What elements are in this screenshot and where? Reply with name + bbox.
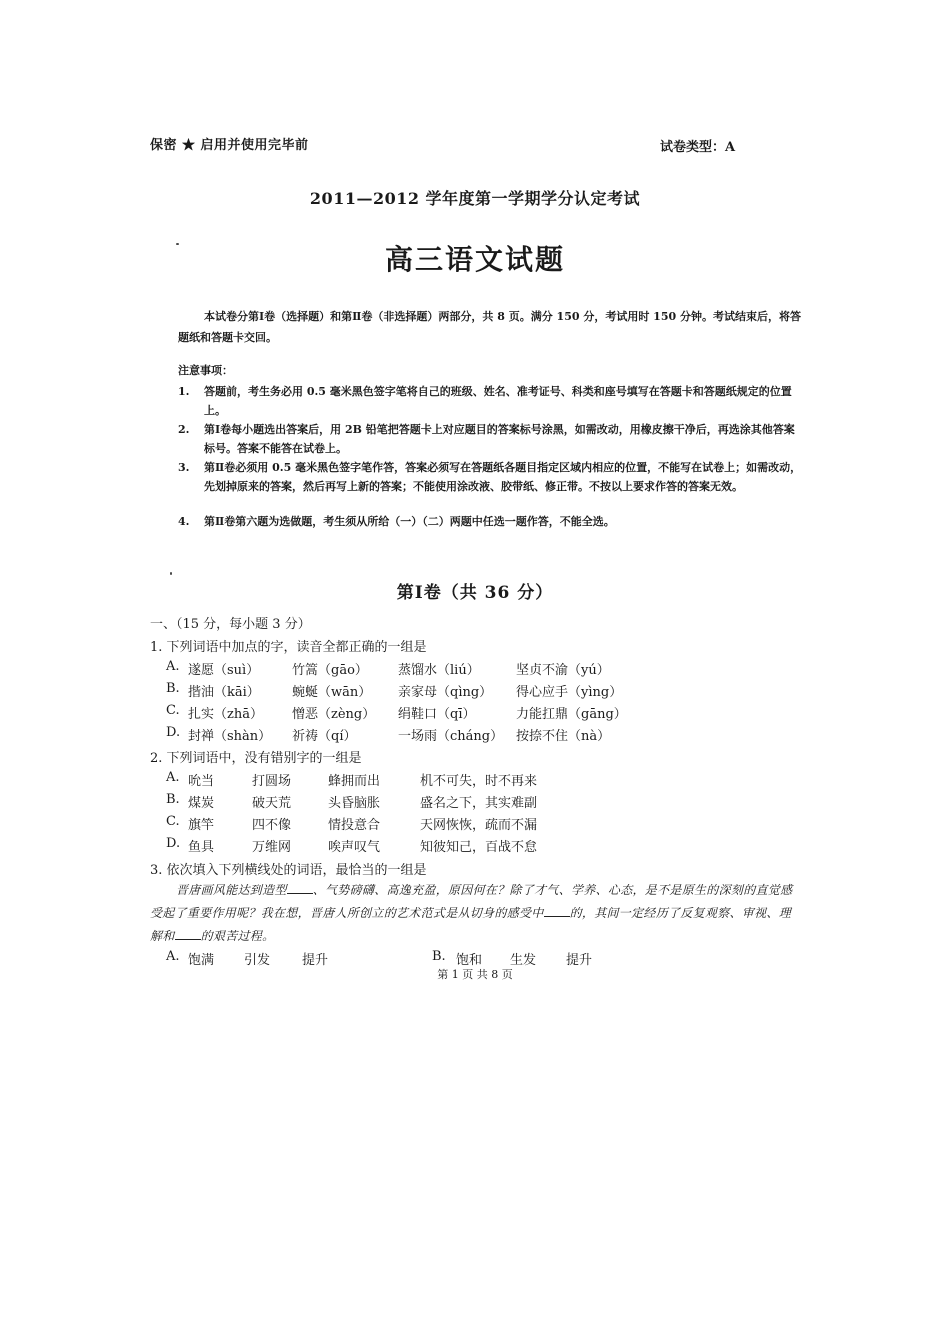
- fill-blank: [287, 881, 313, 894]
- option-label: D.: [166, 725, 181, 740]
- option-cell: 提升: [302, 953, 329, 968]
- option-cell: 旗竿: [188, 818, 215, 833]
- q1-option-d: [166, 725, 611, 744]
- option-cell: 头昏脑胀: [328, 796, 381, 811]
- option-cell: 一场雨（cháng）: [398, 729, 504, 744]
- q2-option-d: [166, 836, 538, 855]
- section-heading: 一、（15 分，每小题 3 分）: [150, 617, 311, 632]
- option-label: A.: [166, 770, 180, 785]
- option-cell: 破天荒: [252, 796, 292, 811]
- question-3-stem: 3. 依次填入下列横线处的词语，最恰当的一组是: [150, 863, 427, 878]
- option-cell: 情投意合: [328, 818, 381, 833]
- passage-text: 、气势磅礴、高逸充盈，原因何在？除了才气、学养、心态，是不是原生的深刻的直觉感受起了重要作用呢？我在想，晋唐人所创立的艺术范式是从切身的感受中: [150, 883, 793, 920]
- volume-title: 第Ⅰ卷（共 36 分）: [396, 583, 554, 603]
- option-label: C.: [166, 703, 180, 718]
- paper-type: 试卷类型：A: [660, 140, 736, 155]
- option-cell: 吮当: [188, 774, 215, 789]
- note-text: 答题前，考生务必用 0.5 毫米黑色签字笔将自己的班级、姓名、准考证号、科类和座号填写在答题卡和答题纸规定的位置上。: [204, 385, 792, 417]
- option-cell: 机不可失，时不再来: [420, 774, 538, 789]
- q1-option-b: [166, 681, 623, 700]
- option-label: C.: [166, 814, 180, 829]
- option-label: A.: [166, 659, 180, 674]
- option-cell: 扎实（zhā）: [188, 707, 263, 722]
- option-cell: 憎恶（zèng）: [292, 707, 376, 722]
- page-title: 高三语文试题: [384, 243, 565, 276]
- notes-title: 注意事项：: [178, 364, 233, 377]
- note-number: 1.: [178, 385, 190, 398]
- question-1-stem: 1. 下列词语中加点的字，读音全都正确的一组是: [150, 640, 427, 655]
- note-item: [178, 458, 802, 496]
- note-item: [178, 420, 802, 458]
- option-cell: 鱼具: [188, 840, 215, 855]
- option-label: B.: [166, 681, 180, 696]
- note-number: 2.: [178, 423, 190, 436]
- exam-intro: [178, 306, 802, 348]
- question-3-passage: [150, 879, 800, 948]
- option-cell: 按捺不住（nà）: [516, 729, 611, 744]
- note-text: 第Ⅱ卷必须用 0.5 毫米黑色签字笔作答，答案必须写在答题纸各题目指定区域内相应的位置，不能写在试卷上；如需改动，先划掉原来的答案，然后再写上新的答案；不能使用涂改液、胶带纸、修正带。不按以上要求作答的答案无效。: [204, 461, 802, 493]
- option-cell: 遂愿（suì）: [188, 663, 260, 678]
- q1-option-c: [166, 703, 627, 722]
- option-cell: 生发: [510, 953, 537, 968]
- fill-blank: [544, 904, 570, 917]
- fill-blank: [175, 927, 201, 940]
- page-number: 第 1 页 共 8 页: [437, 968, 513, 981]
- option-cell: 绢鞋口（qī）: [398, 707, 476, 722]
- note-number: 3.: [178, 461, 190, 474]
- option-cell: 蜿蜒（wān）: [292, 685, 372, 700]
- q1-option-a: [166, 659, 610, 678]
- option-cell: 盛名之下，其实难副: [420, 796, 538, 811]
- q2-option-b: [166, 792, 538, 811]
- exam-subtitle: 2011—2012 学年度第一学期学分认定考试: [309, 189, 641, 208]
- passage-text: 的，其间一定经历了反复观察、审视、理解和: [150, 906, 792, 943]
- note-item: [178, 382, 802, 420]
- note-item: [178, 512, 802, 531]
- option-label: B.: [166, 792, 180, 807]
- option-cell: 竹篙（gāo）: [292, 663, 368, 678]
- option-cell: 坚贞不渝（yú）: [516, 663, 610, 678]
- note-text: 第Ⅰ卷每小题选出答案后，用 2B 铅笔把答题卡上对应题目的答案标号涂黑，如需改动，用橡皮擦干净后，再选涂其他答案标号。答案不能答在试卷上。: [204, 423, 795, 455]
- passage-text: 的艰苦过程。: [200, 929, 275, 943]
- option-cell: 饱和: [456, 953, 483, 968]
- q3-options: [166, 949, 593, 968]
- q2-option-c: [166, 814, 538, 833]
- scan-speck: [170, 572, 172, 575]
- scan-speck: [176, 243, 179, 245]
- option-cell: 饱满: [188, 953, 215, 968]
- question-2-stem: 2. 下列词语中，没有错别字的一组是: [150, 751, 362, 766]
- passage-text: 晋唐画风能达到造型: [176, 883, 287, 897]
- option-label: A.: [166, 949, 180, 964]
- option-cell: 唉声叹气: [328, 840, 381, 855]
- confidential-notice: 保密 ★ 启用并使用完毕前: [150, 138, 309, 153]
- option-label: B.: [432, 949, 446, 964]
- option-cell: 万维网: [252, 840, 292, 855]
- note-text: 第Ⅱ卷第六题为选做题，考生须从所给（一）（二）两题中任选一题作答，不能全选。: [204, 515, 615, 528]
- option-cell: 力能扛鼎（gāng）: [516, 707, 627, 722]
- option-label: D.: [166, 836, 181, 851]
- option-cell: 祈祷（qí）: [292, 729, 357, 744]
- option-cell: 知彼知己，百战不怠: [420, 840, 538, 855]
- option-cell: 揩油（kāi）: [188, 685, 260, 700]
- exam-intro-text: 本试卷分第Ⅰ卷（选择题）和第Ⅱ卷（非选择题）两部分，共 8 页。满分 150 分，考试用时 150 分钟。考试结束后，将答题纸和答题卡交回。: [178, 310, 801, 344]
- option-cell: 提升: [566, 953, 593, 968]
- option-cell: 煤炭: [188, 796, 215, 811]
- q2-option-a: [166, 770, 538, 789]
- option-cell: 封禅（shàn）: [188, 729, 272, 744]
- note-number: 4.: [178, 515, 190, 528]
- option-cell: 亲家母（qìng）: [398, 685, 493, 700]
- option-cell: 打圆场: [252, 774, 292, 789]
- option-cell: 蜂拥而出: [328, 774, 381, 789]
- option-cell: 得心应手（yìng）: [516, 685, 623, 700]
- option-cell: 引发: [244, 953, 271, 968]
- option-cell: 蒸馏水（liú）: [398, 663, 480, 678]
- option-cell: 四不像: [252, 818, 292, 833]
- option-cell: 天网恢恢，疏而不漏: [420, 818, 538, 833]
